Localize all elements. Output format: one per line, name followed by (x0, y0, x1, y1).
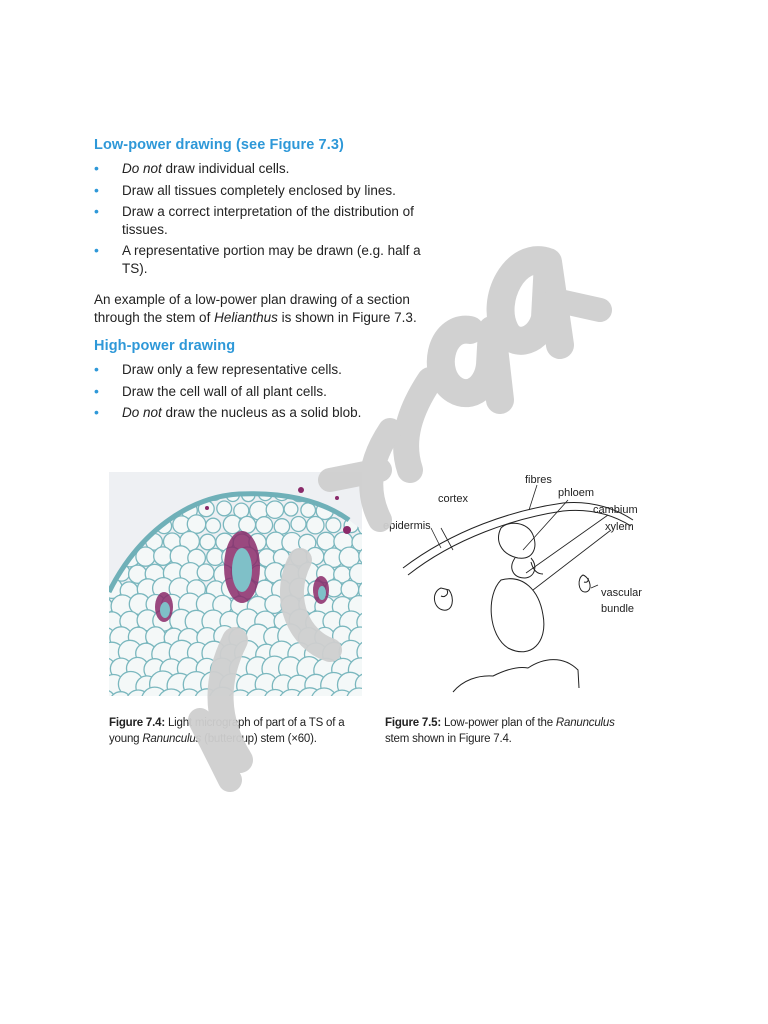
cell (154, 547, 172, 565)
bullet-icon: • (94, 160, 99, 176)
cell (256, 517, 273, 534)
bullet-icon: • (94, 361, 99, 377)
bullet-icon: • (94, 203, 99, 219)
cell (301, 503, 316, 518)
vascular-label: vascular (601, 587, 642, 599)
list-item (94, 361, 434, 379)
paragraph-text: is shown in Figure 7.3. (277, 310, 417, 325)
emphasis: Helianthus (214, 310, 278, 325)
fibres-label: fibres (525, 474, 552, 486)
caption-text: Light micrograph of part of a TS of a young (109, 717, 345, 745)
bullet-icon: • (94, 181, 99, 198)
bullet-icon: • (94, 382, 99, 399)
figure-7-5-caption (385, 715, 640, 747)
plan-drawing (383, 470, 643, 700)
bullet-text: Draw a correct interpretation of the distribution of tissues. (122, 204, 414, 237)
high-power-list (94, 361, 434, 426)
bullet-icon: • (94, 404, 99, 420)
caption-text: (buttercup) stem (×60). (201, 733, 317, 745)
list-item (94, 182, 434, 200)
cell (197, 564, 214, 581)
emphasis: Ranunculus (142, 733, 202, 745)
list-item (94, 404, 434, 422)
low-power-plan-diagram (383, 470, 643, 700)
cell (291, 517, 306, 532)
bullet-text: draw the nucleus as a solid blob. (161, 405, 362, 420)
bundle-label: bundle (601, 603, 635, 615)
xylem-label: xylem (605, 521, 634, 533)
bullet-text: Draw all tissues completely enclosed by lines. (122, 182, 396, 198)
cell (307, 517, 324, 534)
cambium-label: cambium (593, 504, 638, 516)
high-power-heading: High-power drawing (94, 338, 236, 354)
micrograph-image (109, 472, 362, 696)
list-item (94, 203, 434, 238)
emphasis: Ranunculus (555, 717, 615, 729)
phloem-label: phloem (558, 487, 595, 499)
cell (266, 501, 283, 518)
cell (284, 502, 298, 516)
low-power-list (94, 160, 434, 281)
bullet-text: Draw the cell wall of all plant cells. (122, 383, 327, 399)
plan-example-paragraph (94, 291, 439, 327)
low-power-heading: Low-power drawing (see Figure 7.3) (94, 137, 344, 153)
list-item (94, 383, 434, 401)
cell (187, 515, 205, 533)
caption-text: stem shown in Figure 7.4. (385, 733, 512, 745)
cell (217, 501, 232, 516)
list-item (94, 160, 434, 178)
cell (206, 518, 221, 533)
paragraph-text: An example of a low-power plan drawing of a section through the stem of (94, 292, 410, 325)
cell (239, 516, 256, 533)
emphasis: Do not (122, 161, 162, 176)
list-item (94, 242, 434, 277)
cell (200, 534, 216, 550)
caption-label: Figure 7.4: (109, 717, 165, 729)
cortex-label: cortex (438, 493, 468, 505)
bullet-text: draw individual cells. (161, 161, 290, 176)
bullet-text: A representative portion may be drawn (e.g. half a TS). (122, 243, 421, 276)
bullet-icon: • (94, 242, 99, 258)
caption-label: Figure 7.5: (385, 717, 441, 729)
cell (326, 518, 341, 533)
emphasis: Do not (122, 405, 162, 420)
epidermis-label: epidermis (383, 520, 431, 532)
bullet-text: Draw only a few representative cells. (122, 362, 342, 377)
figure-7-4-caption (109, 715, 359, 747)
micrograph-drawing (109, 472, 362, 696)
caption-text: Low-power plan of the (440, 717, 556, 729)
